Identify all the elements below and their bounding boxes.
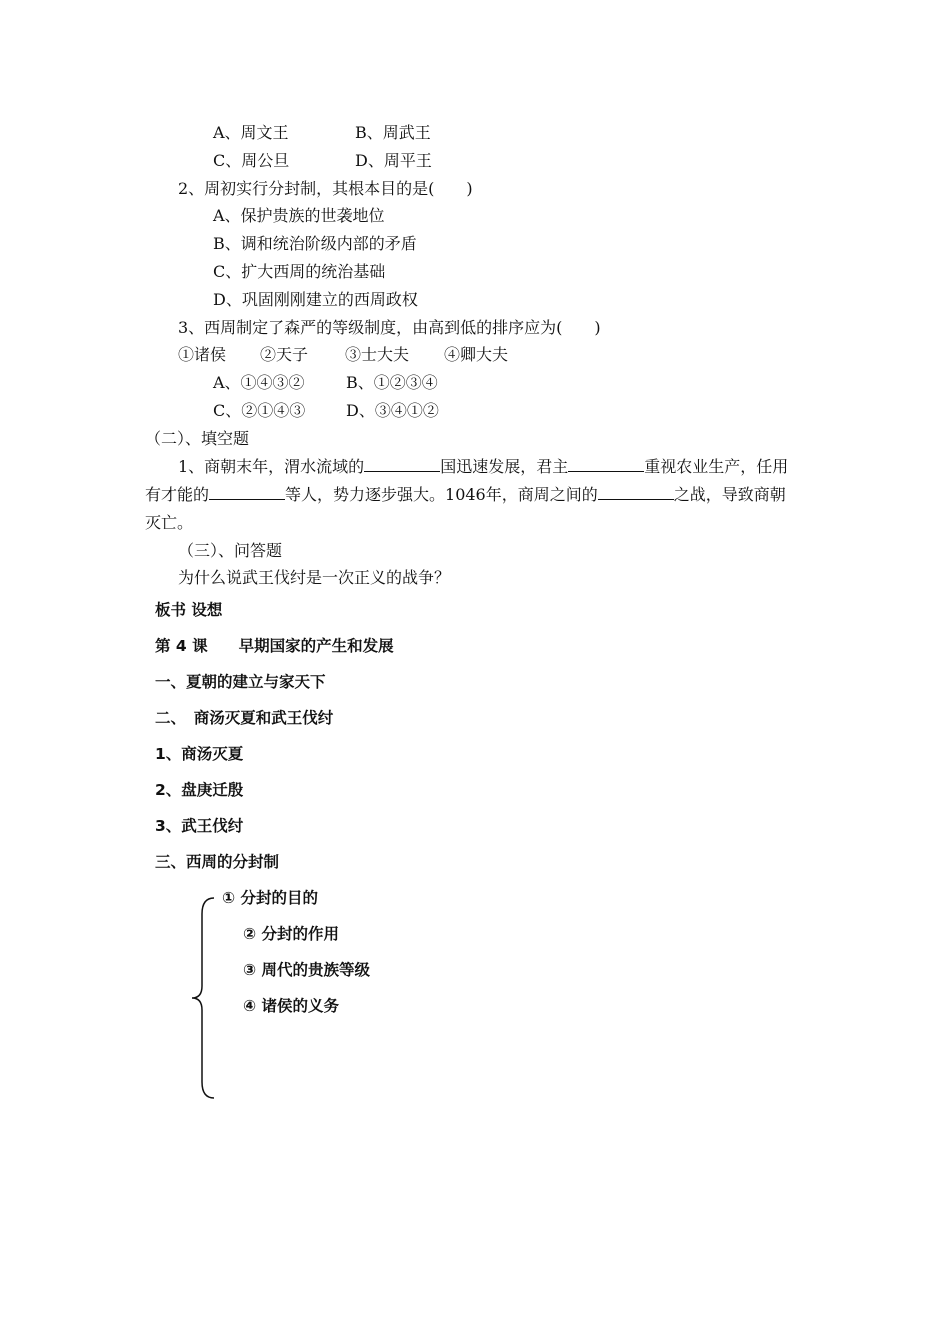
q1-option-d: D、周平王 (355, 151, 432, 170)
q3-item: ①诸侯 (178, 345, 227, 364)
blank-4[interactable] (598, 485, 674, 500)
q3-option-d: D、③④①② (346, 401, 439, 420)
fill-line-3: 灭亡。 (145, 513, 194, 532)
fill-heading: （二）、填空题 (145, 429, 250, 448)
q1-option-c: C、周公旦 (213, 151, 290, 170)
q2-option-d: D、巩固刚刚建立的西周政权 (213, 290, 418, 309)
q3-item: ③士大夫 (345, 345, 410, 364)
blank-1[interactable] (364, 457, 440, 472)
blank-2[interactable] (568, 457, 644, 472)
q3-option-b: B、①②③④ (346, 373, 438, 392)
section-2: 二、 商汤灭夏和武王伐纣 (155, 709, 334, 727)
q3-option-a: A、①④③② (213, 373, 305, 392)
left-brace-icon (190, 896, 220, 1100)
section-2-item-2: 2、盘庚迁殷 (155, 781, 244, 799)
qa-heading: （三）、问答题 (178, 541, 283, 560)
q3-option-c: C、②①④③ (213, 401, 306, 420)
lesson-title: 第 4 课 早期国家的产生和发展 (155, 637, 394, 655)
fill-line-1: 1、商朝末年，渭水流域的 国迅速发展，君主 重视农业生产，任用 (178, 457, 789, 476)
section-2-item-1: 1、商汤灭夏 (155, 745, 244, 763)
q2-option-c: C、扩大西周的统治基础 (213, 262, 386, 281)
board-title: 板书 设想 (155, 601, 223, 619)
section-3-item-4: ④ 诸侯的义务 (243, 997, 340, 1015)
section-3: 三、西周的分封制 (155, 853, 280, 871)
q2-option-b: B、调和统治阶级内部的矛盾 (213, 234, 417, 253)
q2-option-a: A、保护贵族的世袭地位 (213, 206, 385, 225)
qa-question: 为什么说武王伐纣是一次正义的战争？ (178, 568, 451, 587)
section-1: 一、夏朝的建立与家天下 (155, 673, 326, 691)
q3-item: ②天子 (260, 345, 309, 364)
q1-option-b: B、周武王 (355, 123, 431, 142)
section-3-item-1: ① 分封的目的 (222, 889, 319, 907)
section-3-item-2: ② 分封的作用 (243, 925, 340, 943)
q1-option-a: A、周文王 (213, 123, 289, 142)
fill-line-2: 有才能的 等人，势力逐步强大。1046年，商周之间的 之战，导致商朝 (145, 485, 786, 504)
q3-stem: 3、西周制定了森严的等级制度，由高到低的排序应为( ) (178, 318, 601, 337)
section-3-item-3: ③ 周代的贵族等级 (243, 961, 371, 979)
blank-3[interactable] (209, 485, 285, 500)
q3-item: ④卿大夫 (444, 345, 509, 364)
section-2-item-3: 3、武王伐纣 (155, 817, 244, 835)
q2-stem: 2、周初实行分封制，其根本目的是( ) (178, 179, 473, 198)
